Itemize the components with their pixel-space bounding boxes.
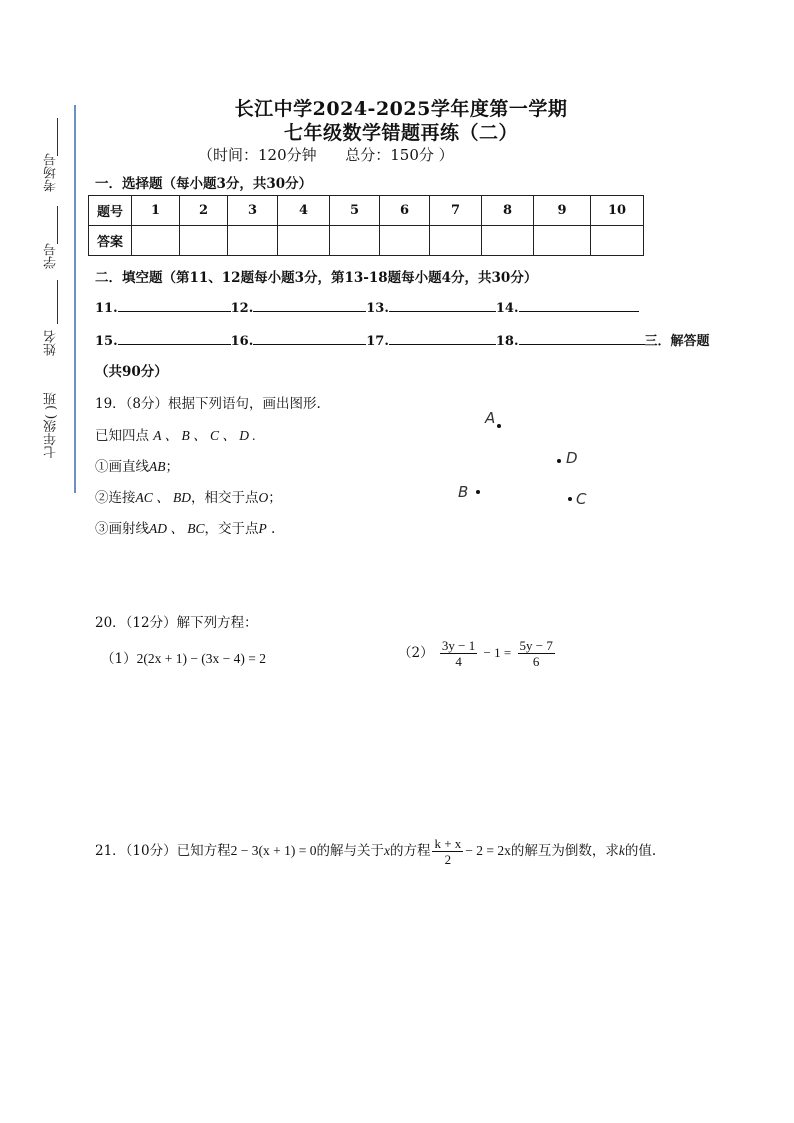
q19-item3-point-p: P <box>258 521 267 536</box>
blank-16[interactable] <box>253 332 366 345</box>
blank-13[interactable] <box>389 299 496 312</box>
q19-item3-prefix: ③画射线 <box>95 521 149 537</box>
point-b-dot <box>476 490 480 494</box>
q19-item-2 <box>95 486 282 506</box>
blank-label-17: 17. <box>366 334 389 349</box>
name-label: 姓名 <box>44 330 59 356</box>
class-label: 七年级( )班 <box>44 392 59 459</box>
student-no-line <box>57 206 58 244</box>
q19-item1-suffix: ； <box>165 459 179 475</box>
q20-p2-label: （2） <box>398 645 434 661</box>
q21-mid: 的解与关于 <box>316 843 384 859</box>
fraction-denominator: 2 <box>444 852 452 867</box>
fraction-numerator: k + x <box>434 836 462 851</box>
q21-question <box>95 836 656 867</box>
q19-item2-math: AC 、 BD <box>135 490 191 505</box>
q19-item1-prefix: ①画直线 <box>95 459 149 475</box>
q20-p1-label: （1） <box>101 651 137 667</box>
q19-item3-mid: ，交于点 <box>204 521 259 537</box>
table-cell: 9 <box>534 196 591 226</box>
fraction-denominator: 4 <box>455 654 462 669</box>
blank-15[interactable] <box>118 332 231 345</box>
q20-p1-equation: 2(2x + 1) − (3x − 4) = 2 <box>136 651 267 666</box>
answer-cell-7[interactable] <box>430 226 482 256</box>
q21-var-k: k <box>618 843 625 858</box>
name-line <box>57 280 58 324</box>
q19-heading: 19．（8分）根据下列语句，画出图形. <box>95 396 321 412</box>
binding-margin-rule <box>74 105 76 493</box>
page-title: 长江中学2024-2025学年度第一学期 <box>234 98 568 120</box>
table-cell: 4 <box>278 196 330 226</box>
table-cell: 7 <box>430 196 482 226</box>
q20-p2-middle: − 1 = <box>483 645 512 660</box>
table-cell: 3 <box>228 196 278 226</box>
table-cell: 1 <box>132 196 180 226</box>
q19-item2-mid: ，相交于点 <box>191 490 259 506</box>
q19-item1-math: AB <box>149 459 166 474</box>
q19-item2-point-o: O <box>258 490 269 505</box>
blank-row-1 <box>95 299 639 316</box>
table-row <box>89 196 644 226</box>
answer-cell-5[interactable] <box>330 226 380 256</box>
table-cell: 2 <box>180 196 228 226</box>
q21-end: 的值. <box>624 843 657 859</box>
blank-label-14: 14. <box>495 301 519 316</box>
fraction-denominator: 6 <box>532 654 540 669</box>
exam-info: （时间：120分钟 总分：150分 ） <box>198 146 454 164</box>
blank-label-13: 13. <box>366 301 389 316</box>
blank-label-16: 16. <box>230 334 254 349</box>
table-cell: 6 <box>380 196 430 226</box>
point-c-dot <box>568 497 572 501</box>
q19-given-text: 已知四点 <box>95 428 149 444</box>
answer-cell-1[interactable] <box>132 226 180 256</box>
q21-equation-2: − 2 = 2x <box>465 843 511 858</box>
answer-table <box>88 195 644 256</box>
q19-points: A 、 B 、 C 、 D . <box>153 428 256 443</box>
blank-row-2 <box>95 330 710 349</box>
q20-part-2 <box>398 638 557 669</box>
blank-18[interactable] <box>519 332 645 345</box>
blank-11[interactable] <box>118 299 231 312</box>
q21-fraction <box>432 836 463 867</box>
q19-item2-prefix: ②连接 <box>95 490 136 506</box>
blank-label-15: 15. <box>95 334 118 349</box>
answer-cell-10[interactable] <box>591 226 644 256</box>
answer-cell-3[interactable] <box>228 226 278 256</box>
point-b-label: B <box>458 483 469 501</box>
table-cell: 10 <box>591 196 644 226</box>
student-no-label: 学号 <box>44 243 59 269</box>
q21-equation-1: 2 − 3(x + 1) = 0 <box>230 843 317 858</box>
q21-mid2: 的方程 <box>389 843 431 859</box>
blank-label-18: 18. <box>495 334 519 349</box>
q19-item-1 <box>95 455 179 475</box>
point-d-dot <box>557 459 561 463</box>
q21-tail: 的解互为倒数，求 <box>510 843 619 859</box>
answer-cell-6[interactable] <box>380 226 430 256</box>
section1-heading: 一．选择题（每小题3分，共30分） <box>95 176 313 192</box>
answer-cell-2[interactable] <box>180 226 228 256</box>
point-a-label: A <box>485 409 496 427</box>
q19-item-3 <box>95 517 275 537</box>
table-header-cell: 答案 <box>89 226 132 256</box>
blank-14[interactable] <box>519 299 639 312</box>
q21-var-x: x <box>383 843 390 858</box>
q20-p2-fraction-left <box>440 638 477 669</box>
q19-item3-math: AD 、 BC <box>149 521 205 536</box>
answer-cell-8[interactable] <box>482 226 534 256</box>
q19-item2-suffix: ； <box>268 490 282 506</box>
point-c-label: C <box>576 490 587 508</box>
answer-cell-9[interactable] <box>534 226 591 256</box>
point-a-dot <box>497 424 501 428</box>
table-cell: 5 <box>330 196 380 226</box>
table-row <box>89 226 644 256</box>
section2-heading: 二．填空题（第11、12题每小题3分，第13-18题每小题4分，共30分） <box>95 270 538 286</box>
page-subtitle: 七年级数学错题再练（二） <box>283 122 518 144</box>
section3-score: （共90分） <box>95 364 168 380</box>
section3-heading: 三．解答题 <box>644 334 710 349</box>
point-d-label: D <box>566 449 578 467</box>
q20-part-1 <box>101 647 266 667</box>
q20-p2-fraction-right <box>518 638 555 669</box>
fraction-numerator: 5y − 7 <box>519 638 553 653</box>
table-header-cell: 题号 <box>89 196 132 226</box>
blank-12[interactable] <box>253 299 366 312</box>
q19-given <box>95 424 256 444</box>
blank-label-11: 11. <box>95 301 118 316</box>
answer-cell-4[interactable] <box>278 226 330 256</box>
q20-heading: 20．（12分）解下列方程： <box>95 615 258 631</box>
table-cell: 8 <box>482 196 534 226</box>
blank-17[interactable] <box>389 332 496 345</box>
blank-label-12: 12. <box>230 301 254 316</box>
exam-room-label: 考场号 <box>44 153 59 192</box>
q19-item3-suffix: . <box>266 521 276 537</box>
fraction-numerator: 3y − 1 <box>441 638 476 653</box>
q21-head: 21．（10分）已知方程 <box>95 843 231 859</box>
